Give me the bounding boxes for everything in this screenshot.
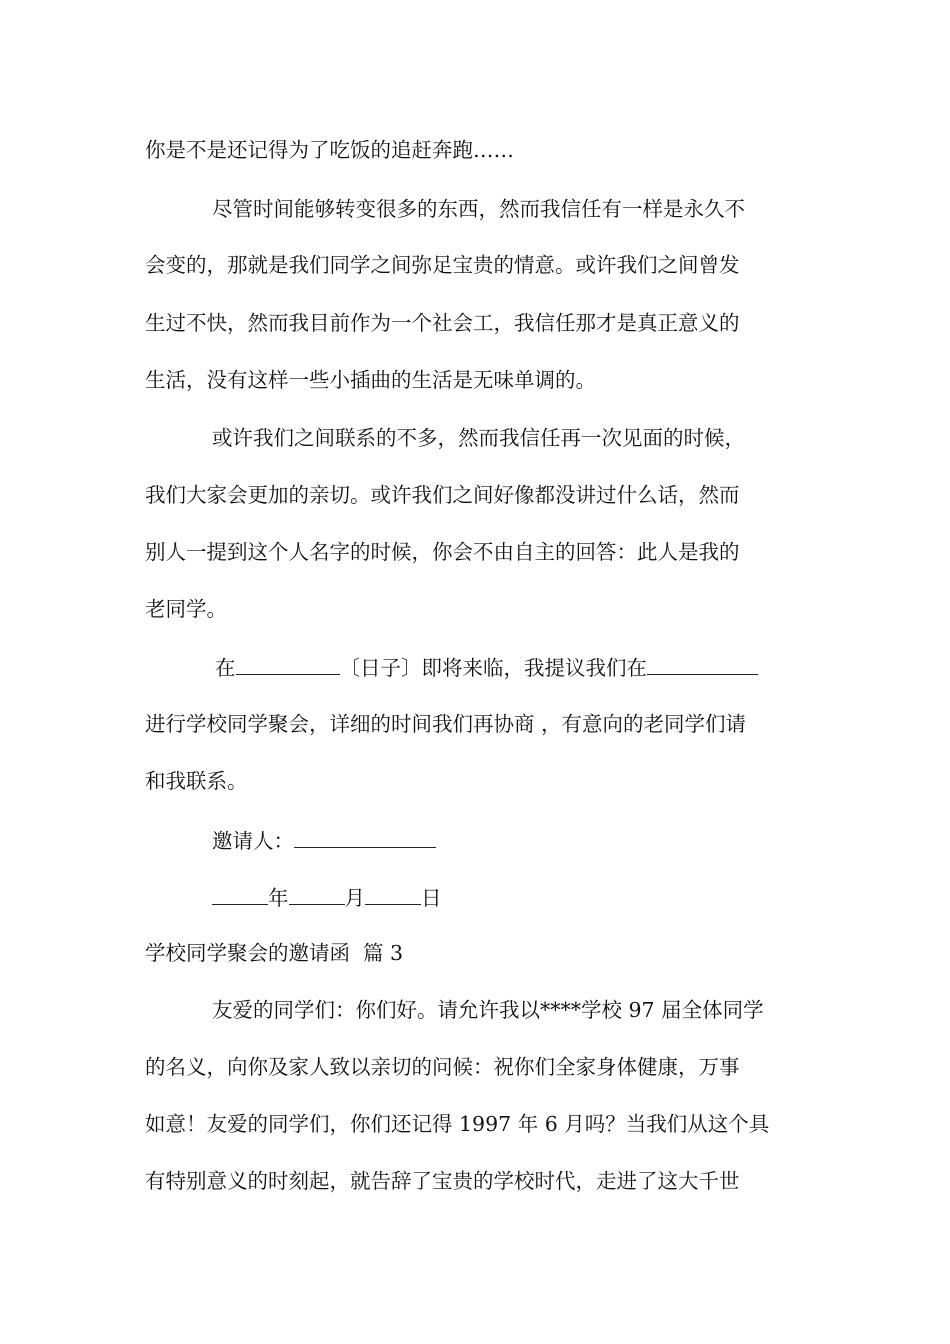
section-title: 学校同学聚会的邀请函 篇 3 <box>145 941 404 965</box>
paragraph-line: 尽管时间能够转变很多的东西，然而我信任有一样是永久不 <box>212 197 745 221</box>
day-label: 日 <box>421 886 442 910</box>
paragraph-line: 生活，没有这样一些小插曲的生活是无味单调的。 <box>145 368 596 392</box>
paragraph-line: 生过不快，然而我目前作为一个社会工，我信任那才是真正意义的 <box>145 311 740 335</box>
paragraph-line: 友爱的同学们：你们好。请允许我以****学校 97 届全体同学 <box>212 998 764 1022</box>
month-label: 月 <box>344 886 365 910</box>
paragraph-line: 和我联系。 <box>145 769 248 793</box>
paragraph-line <box>215 652 810 682</box>
year-blank <box>212 882 268 905</box>
inviter-blank <box>294 825 436 848</box>
paragraph-line: 会变的，那就是我们同学之间弥足宝贵的情意。或许我们之间曾发 <box>145 253 740 277</box>
month-blank <box>289 882 345 905</box>
paragraph-line: 老同学。 <box>145 597 227 621</box>
paragraph-line: 或许我们之间联系的不多，然而我信任再一次见面的时候， <box>212 426 745 450</box>
day-blank <box>365 882 421 905</box>
year-label: 年 <box>268 886 289 910</box>
paragraph-line: 你是不是还记得为了吃饭的追赶奔跑…… <box>145 138 514 162</box>
date-line <box>212 882 612 912</box>
inviter-label: 邀请人： <box>212 829 294 853</box>
paragraph-line: 进行学校同学聚会，详细的时间我们再协商 ，有意向的老同学们请 <box>145 712 747 736</box>
paragraph-line: 别人一提到这个人名字的时候，你会不由自主的回答：此人是我的 <box>145 540 740 564</box>
paragraph-line: 的名义，向你及家人致以亲切的问候：祝你们全家身体健康，万事 <box>145 1055 740 1079</box>
paragraph-text: 〔日子〕即将来临，我提议我们在 <box>339 656 647 680</box>
paragraph-line: 我们大家会更加的亲切。或许我们之间好像都没讲过什么话，然而 <box>145 483 740 507</box>
inviter-line <box>212 825 612 855</box>
paragraph-line: 有特别意义的时刻起，就告辞了宝贵的学校时代，走进了这大千世 <box>145 1169 740 1193</box>
paragraph-text: 在 <box>215 656 236 680</box>
date-blank <box>236 652 340 675</box>
paragraph-line: 如意！友爱的同学们，你们还记得 1997 年 6 月吗？当我们从这个具 <box>145 1112 770 1136</box>
location-blank <box>647 652 758 675</box>
